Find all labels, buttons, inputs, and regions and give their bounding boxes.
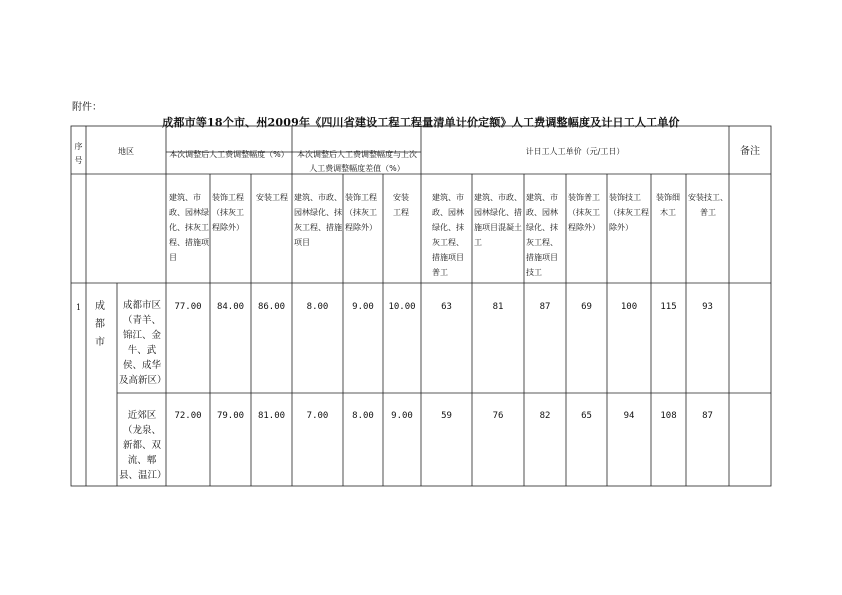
header-region: 地区 xyxy=(118,147,134,156)
header-group-daywork: 计日工人工单价（元/工日） xyxy=(525,147,625,156)
header-group-adjustment: 本次调整后人工费调整幅度（%） xyxy=(169,150,289,159)
attachment-label: 附件： xyxy=(72,102,102,113)
subheader-7: 建筑、市政、园林绿化、抹灰工程、措施项目普工 xyxy=(432,193,464,277)
header-remark: 备注 xyxy=(740,146,760,157)
row2-value-8: 76 xyxy=(492,411,504,421)
row2-value-4: 7.00 xyxy=(306,411,329,421)
row1-value-3: 86.00 xyxy=(257,302,286,312)
subheader-9: 建筑、市政、园林绿化、抹灰工程、措施项目技工 xyxy=(526,193,558,277)
header-seq: 序号 xyxy=(74,142,83,165)
row2-value-2: 79.00 xyxy=(216,411,245,421)
row2-value-6: 9.00 xyxy=(391,411,413,421)
subheader-8: 建筑、市政、园林绿化、措施项目混凝土工 xyxy=(474,193,522,247)
row2-value-5: 8.00 xyxy=(352,411,374,421)
row1-value-10: 69 xyxy=(581,302,592,312)
row1-district: 成都市区（青羊、锦江、金牛、武侯、成华及高新区） xyxy=(119,300,167,386)
row1-seq: 1 xyxy=(75,303,82,312)
row1-value-13: 93 xyxy=(702,302,713,312)
row1-value-4: 8.00 xyxy=(306,302,329,312)
row1-value-1: 77.00 xyxy=(174,302,202,312)
row1-value-11: 100 xyxy=(620,302,638,312)
row1-value-5: 9.00 xyxy=(352,302,374,312)
row2-value-10: 65 xyxy=(581,411,592,421)
row2-value-3: 81.00 xyxy=(257,411,286,421)
row2-district: 近郊区（龙泉、新都、双流、郫县、温江） xyxy=(119,410,167,481)
row2-value-11: 94 xyxy=(623,411,635,421)
row1-city: 成都市 xyxy=(95,301,105,348)
row1-value-9: 87 xyxy=(539,302,551,312)
row1-value-6: 10.00 xyxy=(388,302,416,312)
row2-value-13: 87 xyxy=(702,411,713,421)
subheader-10: 装饰普工（抹灰工程除外） xyxy=(568,193,600,232)
subheader-3: 安装工程 xyxy=(256,193,288,202)
subheader-5: 装饰工程（抹灰工程除外） xyxy=(345,193,377,232)
row2-value-12: 108 xyxy=(660,411,677,421)
row2-value-1: 72.00 xyxy=(174,411,202,421)
header-group-difference: 本次调整后人工费调整幅度与上次人工费调整幅度差值（%） xyxy=(297,150,417,173)
subheader-1: 建筑、市政、园林绿化、抹灰工程、措施项目 xyxy=(169,193,209,262)
row1-value-2: 84.00 xyxy=(216,302,245,312)
row1-value-7: 63 xyxy=(441,302,452,312)
subheader-2: 装饰工程（抹灰工程除外） xyxy=(212,193,244,232)
subheader-6: 安装工程 xyxy=(393,193,409,217)
row2-value-7: 59 xyxy=(441,411,452,421)
document-title: 成都市等18个市、州2009年《四川省建设工程工程量清单计价定额》人工费调整幅度及计日工人工单价 xyxy=(162,116,680,129)
subheader-4: 建筑、市政、园林绿化、抹灰工程、措施项目 xyxy=(294,193,342,247)
subheader-12: 装饰细木工 xyxy=(656,193,680,217)
row1-value-8: 81 xyxy=(492,302,504,312)
row2-value-9: 82 xyxy=(539,411,551,421)
subheader-13: 安装技工、普工 xyxy=(688,193,728,217)
row1-value-12: 115 xyxy=(660,302,677,312)
subheader-11: 装饰技工（抹灰工程除外） xyxy=(609,193,649,232)
